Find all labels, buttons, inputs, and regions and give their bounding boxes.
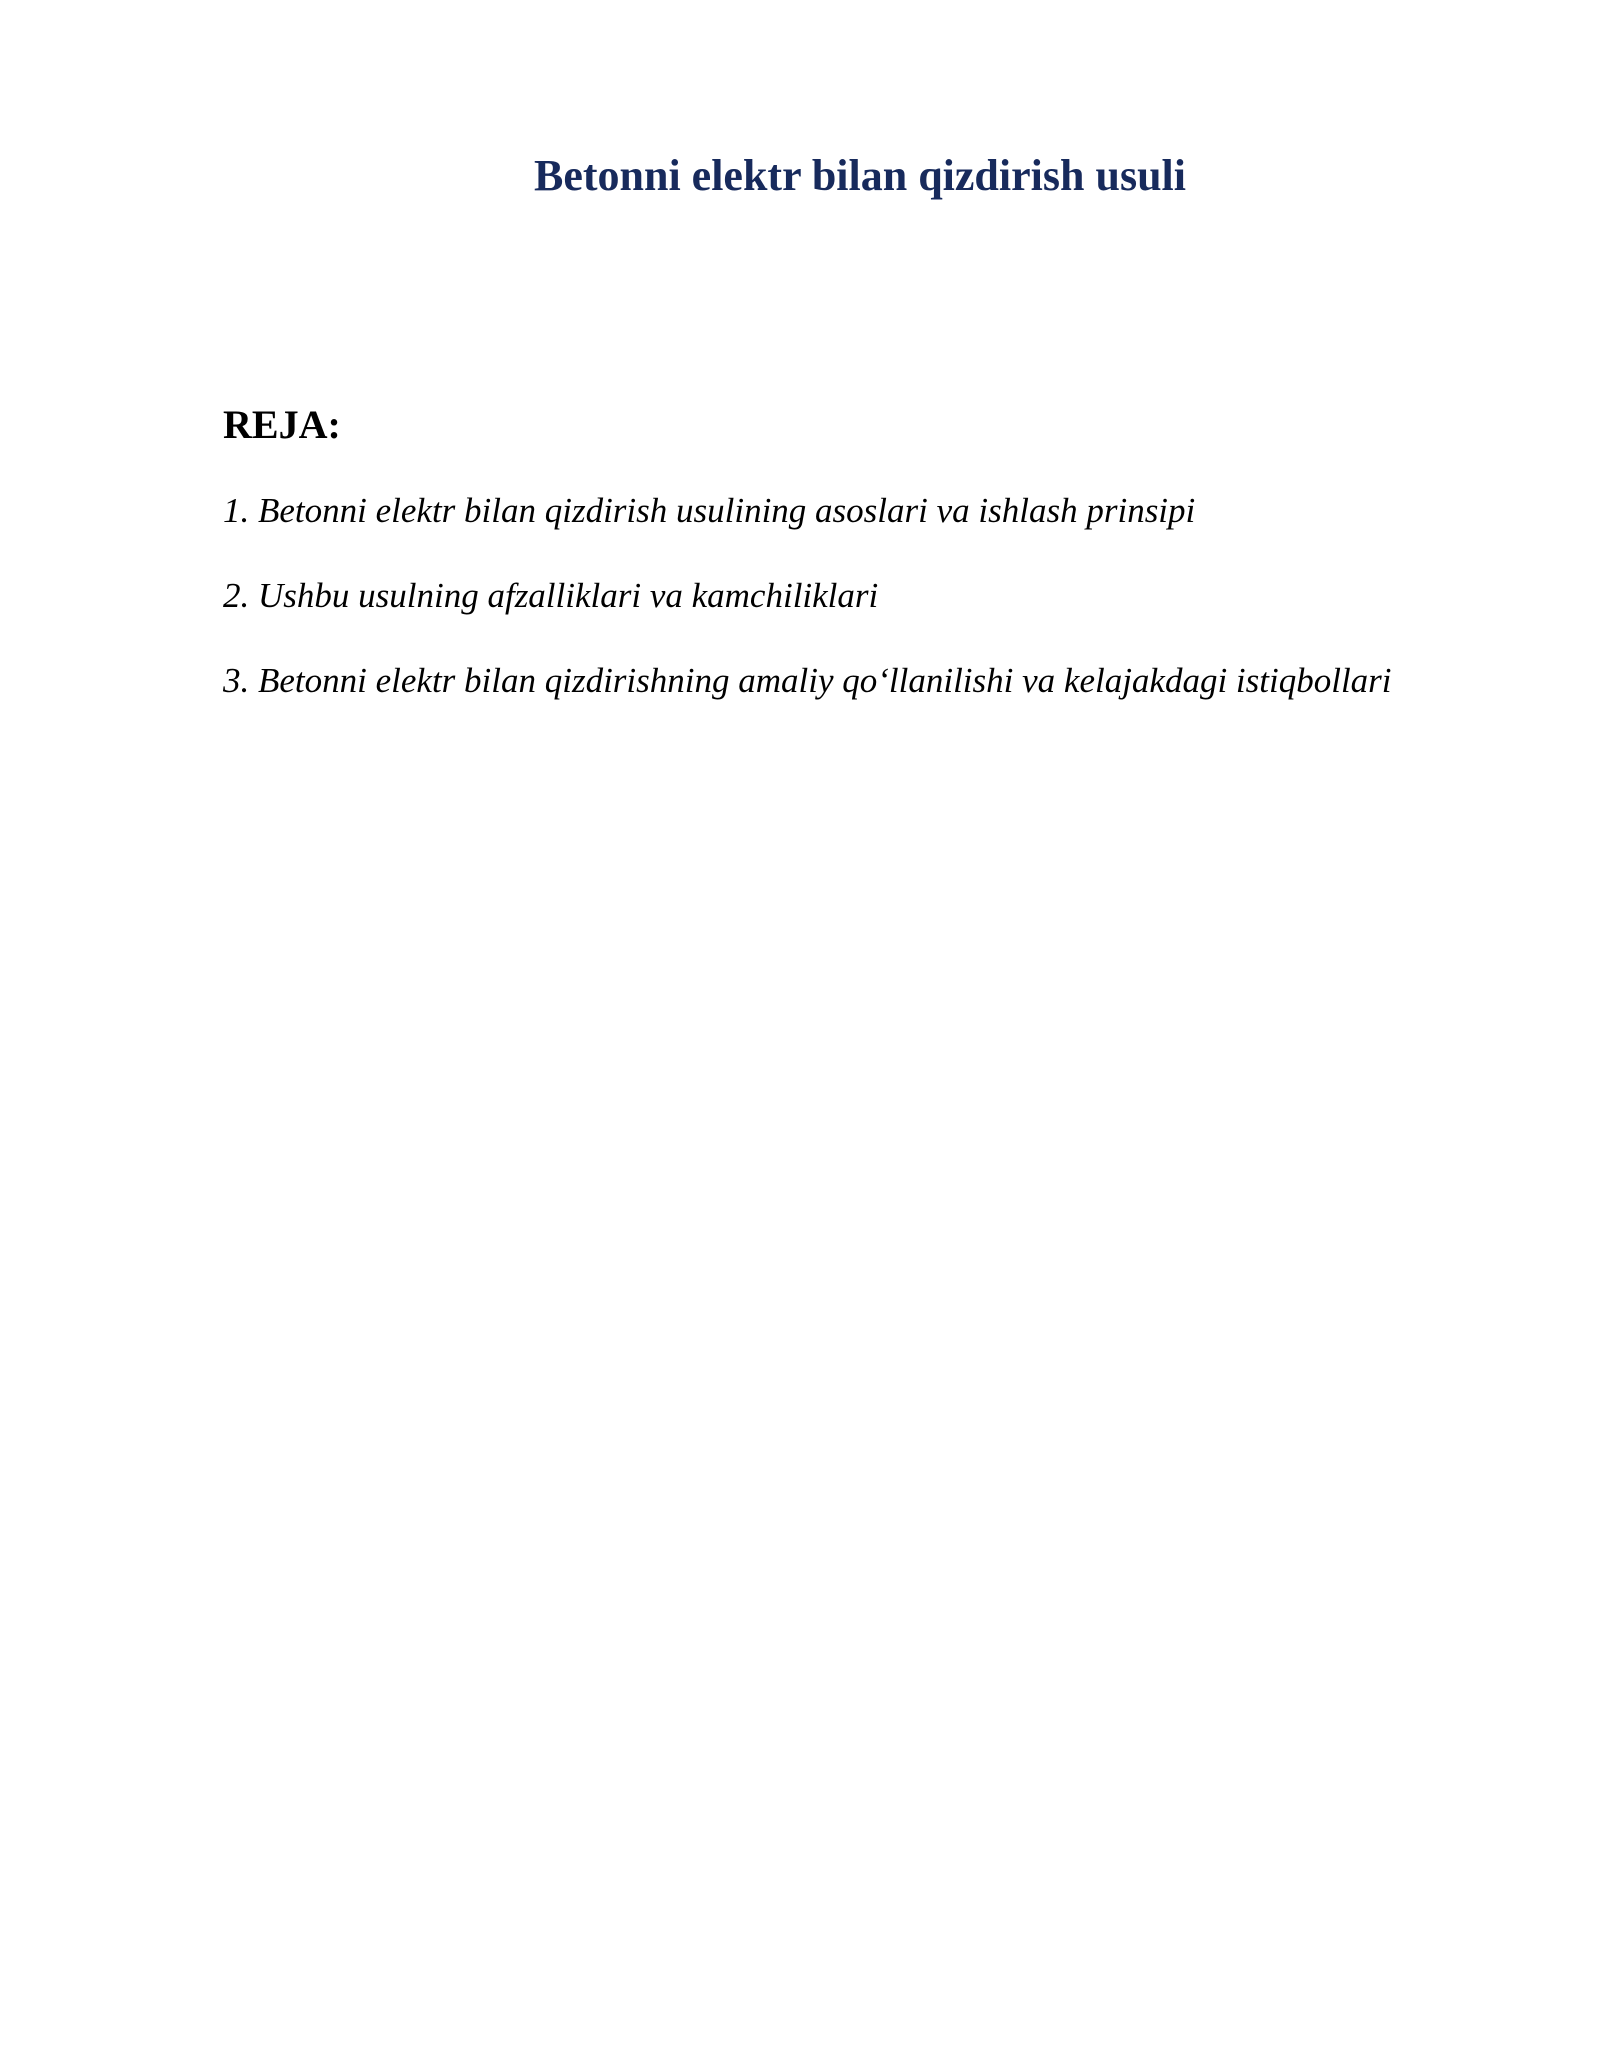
plan-list xyxy=(223,488,1392,743)
plan-item-3: 3. Betonni elektr bilan qizdirishning amaliy qo‘llanilishi va kelajakdagi istiqbollari xyxy=(223,661,1392,700)
plan-heading: REJA: xyxy=(223,402,341,447)
plan-item-1: 1. Betonni elektr bilan qizdirish usulining asoslari va ishlash prinsipi xyxy=(223,491,1196,530)
plan-item-2: 2. Ushbu usulning afzalliklari va kamchiliklari xyxy=(223,576,879,615)
document-title: Betonni elektr bilan qizdirish usuli xyxy=(533,151,1186,200)
